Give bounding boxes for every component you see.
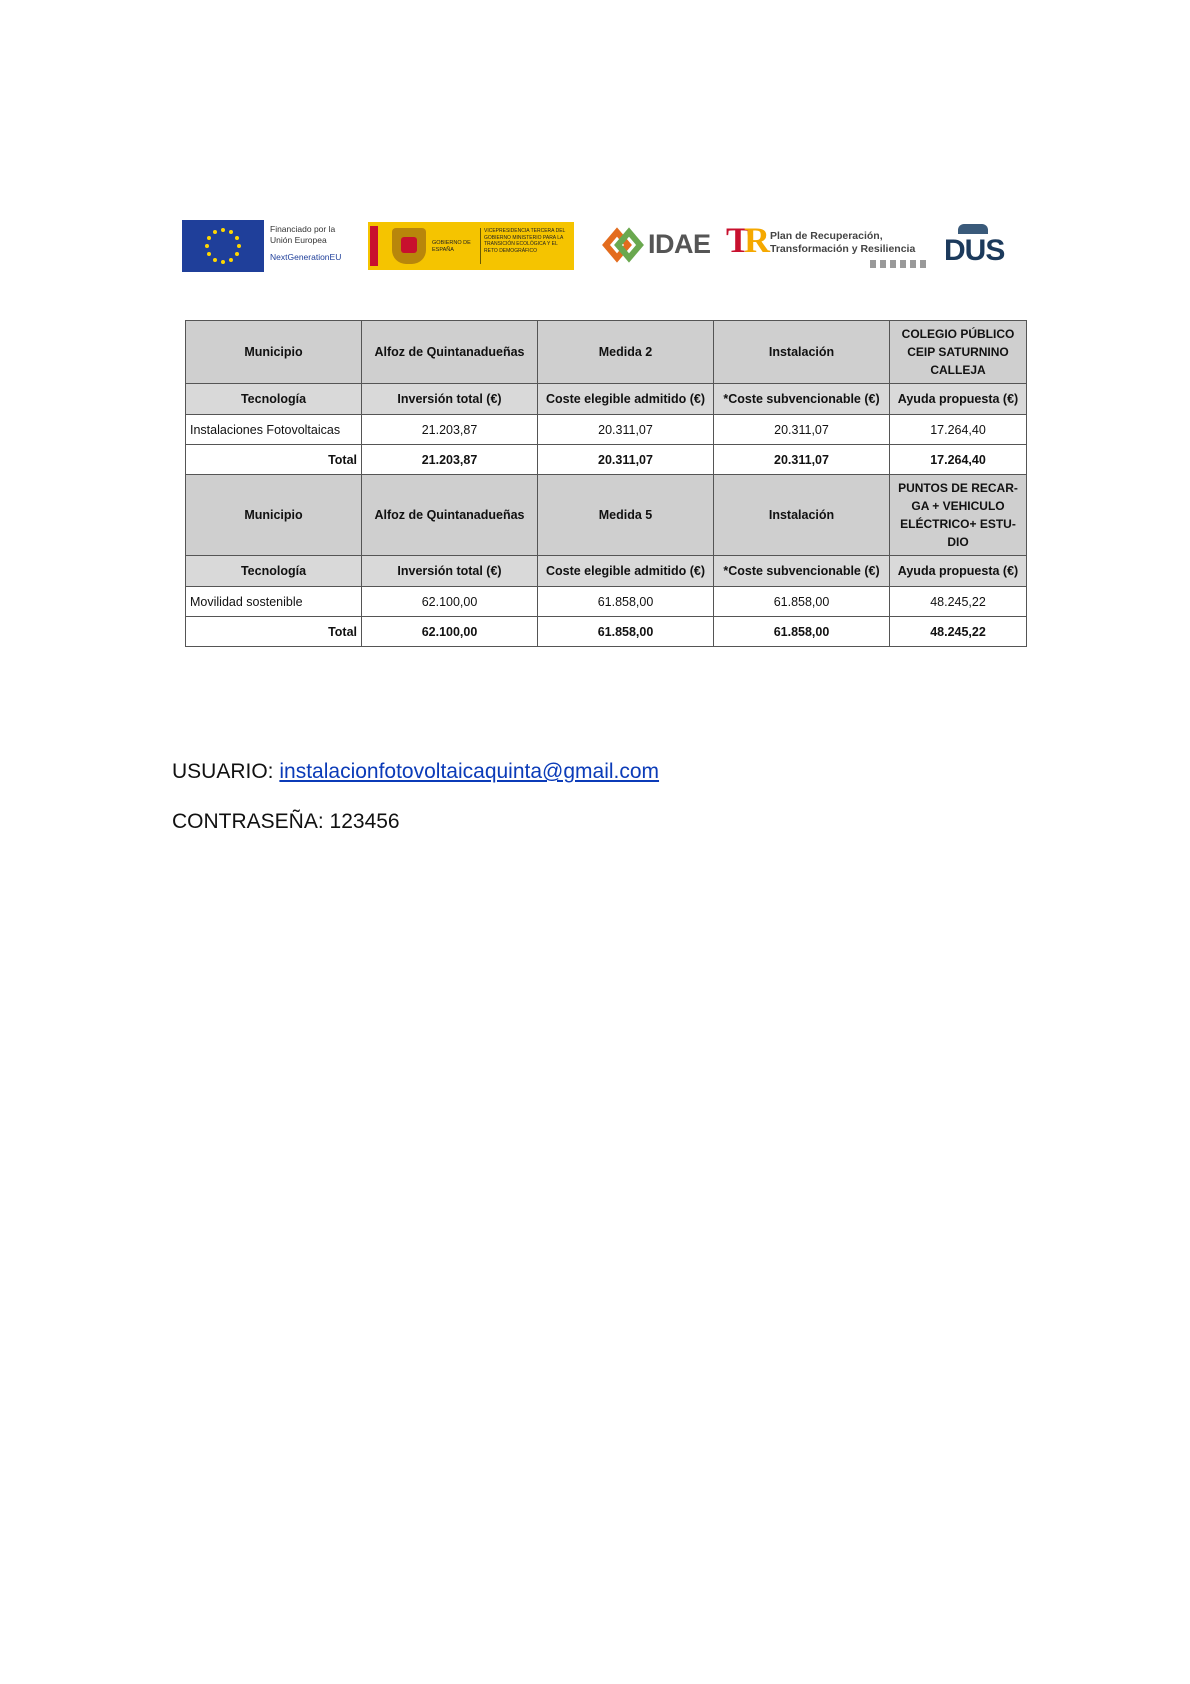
table-cell: 20.311,07 bbox=[538, 415, 714, 445]
table1-subheader-row bbox=[186, 384, 1027, 415]
budget-table bbox=[185, 320, 1026, 647]
table-cell: Instalación bbox=[714, 475, 890, 556]
table2-total-row bbox=[186, 617, 1027, 647]
table-cell: 61.858,00 bbox=[538, 587, 714, 617]
prtr-line2: Transformación y Resiliencia bbox=[770, 243, 916, 255]
table-cell: Coste elegible admitido (€) bbox=[538, 384, 714, 415]
table-cell: Inversión total (€) bbox=[362, 556, 538, 587]
table-cell: Ayuda propuesta (€) bbox=[890, 556, 1027, 587]
table-cell: Instalación bbox=[714, 321, 890, 384]
table-cell: 62.100,00 bbox=[362, 617, 538, 647]
password-value: 123456 bbox=[329, 810, 400, 833]
table-cell: 61.858,00 bbox=[538, 617, 714, 647]
table-cell: 62.100,00 bbox=[362, 587, 538, 617]
table1-data-row bbox=[186, 415, 1027, 445]
flag-bar bbox=[370, 226, 378, 266]
table-cell: 20.311,07 bbox=[714, 415, 890, 445]
dus-crown-icon bbox=[958, 224, 988, 234]
user-label: USUARIO: bbox=[172, 760, 280, 783]
table-cell: 21.203,87 bbox=[362, 445, 538, 475]
table-cell: 48.245,22 bbox=[890, 617, 1027, 647]
gobierno-text: GOBIERNO DE ESPAÑA bbox=[432, 240, 471, 253]
ministerio-text: VICEPRESIDENCIA TERCERA DEL GOBIERNO MINISTERIO PARA LA TRANSICIÓN ECOLÓGICA Y EL RETO DEMOGRÁFICO bbox=[484, 228, 566, 254]
plan-recuperacion-text bbox=[770, 230, 915, 256]
idae-wordmark: IDAE bbox=[648, 229, 711, 259]
table-cell: Inversión total (€) bbox=[362, 384, 538, 415]
gobierno-espana-logo bbox=[368, 222, 574, 270]
table-cell: 20.311,07 bbox=[714, 445, 890, 475]
tr-mark-icon: TR bbox=[726, 220, 771, 260]
eu-funding-text bbox=[270, 224, 341, 263]
divider bbox=[480, 228, 481, 264]
table-cell: Ayuda propuesta (€) bbox=[890, 384, 1027, 415]
table2-header-row bbox=[186, 475, 1027, 556]
logo-strip bbox=[182, 218, 1012, 274]
table-cell: Alfoz de Quintanadueñas bbox=[362, 475, 538, 556]
password-line bbox=[172, 810, 400, 834]
eu-text-line2: Unión Europea bbox=[270, 235, 327, 245]
table-cell: Coste elegible admitido (€) bbox=[538, 556, 714, 587]
table-cell: *Coste subvencionable (€) bbox=[714, 384, 890, 415]
table-cell: Tecnología bbox=[186, 384, 362, 415]
table-cell: Movilidad sostenible bbox=[186, 587, 362, 617]
eu-stars-icon bbox=[182, 220, 264, 272]
idae-knot-icon bbox=[600, 226, 646, 264]
table2-data-row bbox=[186, 587, 1027, 617]
table-cell: 61.858,00 bbox=[714, 617, 890, 647]
table-cell: 61.858,00 bbox=[714, 587, 890, 617]
table-cell: Medida 5 bbox=[538, 475, 714, 556]
budget-table-grid bbox=[185, 320, 1027, 647]
coat-of-arms-icon bbox=[392, 228, 426, 264]
table-cell: 17.264,40 bbox=[890, 415, 1027, 445]
table-cell: Total bbox=[186, 445, 362, 475]
user-email-link[interactable]: instalacionfotovoltaicaquinta@gmail.com bbox=[279, 760, 660, 783]
table-cell: Municipio bbox=[186, 321, 362, 384]
table-cell: PUNTOS DE RECAR-GA + VEHICULO ELÉCTRICO+ ESTU-DIO bbox=[890, 475, 1027, 556]
dus-wordmark: DUS bbox=[944, 234, 1005, 267]
table-cell: Tecnología bbox=[186, 556, 362, 587]
table-cell: 21.203,87 bbox=[362, 415, 538, 445]
table-cell: 48.245,22 bbox=[890, 587, 1027, 617]
eu-text-line3: NextGenerationEU bbox=[270, 252, 342, 262]
table-cell: Total bbox=[186, 617, 362, 647]
table1-header-row bbox=[186, 321, 1027, 384]
table-cell: 17.264,40 bbox=[890, 445, 1027, 475]
table1-total-row bbox=[186, 445, 1027, 475]
table-cell: 20.311,07 bbox=[538, 445, 714, 475]
table-cell: Instalaciones Fotovoltaicas bbox=[186, 415, 362, 445]
table-cell: Medida 2 bbox=[538, 321, 714, 384]
prtr-line1: Plan de Recuperación, bbox=[770, 230, 883, 242]
table-cell: Alfoz de Quintanadueñas bbox=[362, 321, 538, 384]
table-cell: *Coste subvencionable (€) bbox=[714, 556, 890, 587]
password-label: CONTRASEÑA: bbox=[172, 810, 330, 833]
mini-logos-row bbox=[870, 260, 928, 268]
table-cell: COLEGIO PÚBLICO CEIP SATURNINO CALLEJA bbox=[890, 321, 1027, 384]
user-line bbox=[172, 760, 659, 784]
table-cell: Municipio bbox=[186, 475, 362, 556]
table2-subheader-row bbox=[186, 556, 1027, 587]
eu-text-line1: Financiado por la bbox=[270, 224, 336, 234]
eu-flag-logo bbox=[182, 220, 264, 272]
